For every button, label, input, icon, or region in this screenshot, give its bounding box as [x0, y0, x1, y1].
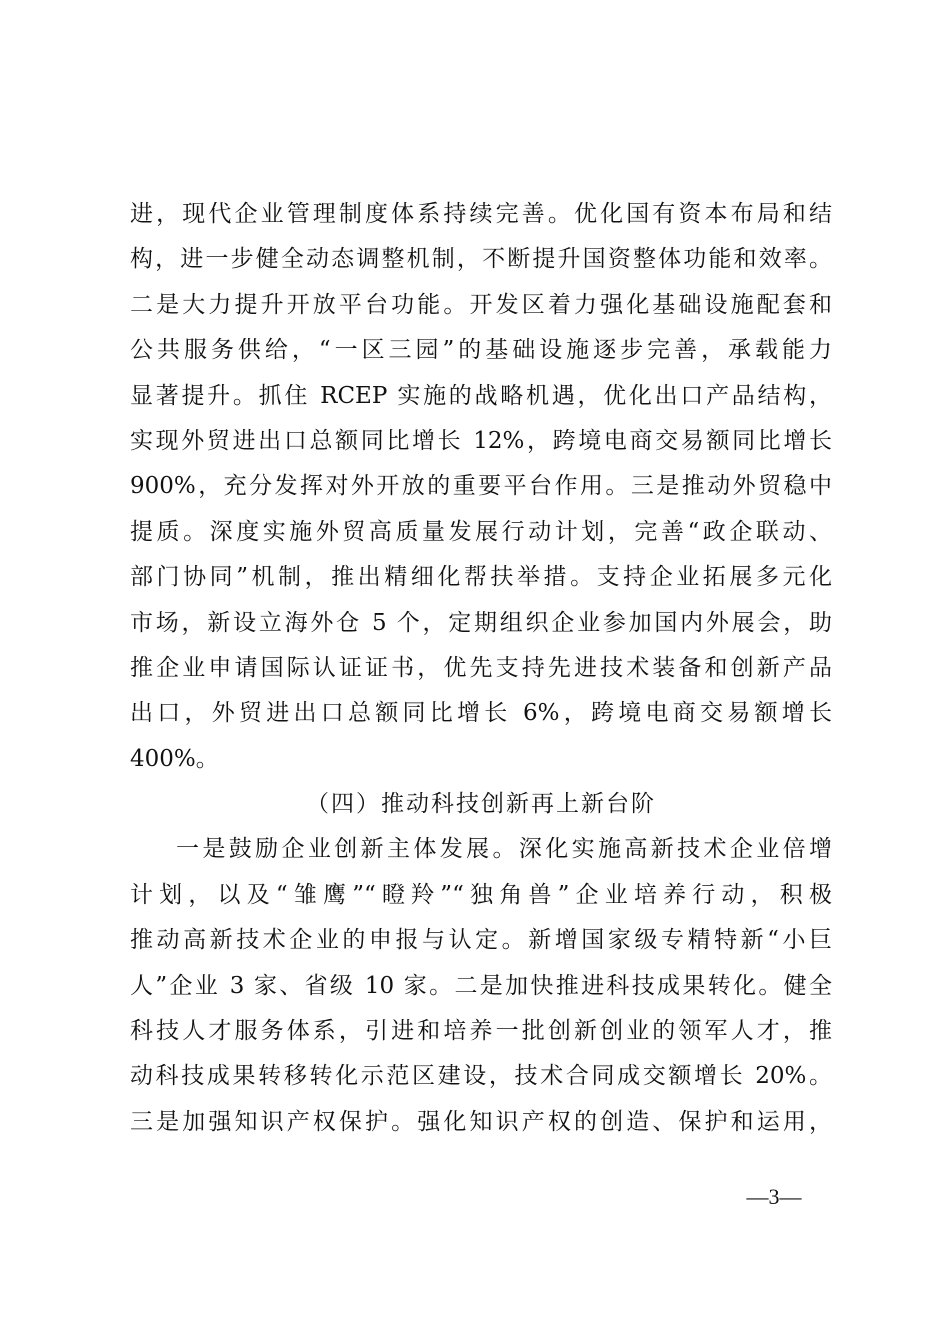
body-text — [130, 192, 832, 1145]
text-line: 构，进一步健全动态调整机制，不断提升国资整体功能和效率。 — [130, 246, 832, 273]
text-line: 市场，新设立海外仓 5 个，定期组织企业参加国内外展会，助 — [130, 609, 832, 636]
text-line: 出口，外贸进出口总额同比增长 6%，跨境电商交易额增长 — [130, 700, 832, 727]
text-line: 二是大力提升开放平台功能。开发区着力强化基础设施配套和 — [130, 291, 832, 318]
page-number: —3— — [746, 1184, 802, 1209]
text-line: 进，现代企业管理制度体系持续完善。优化国有资本布局和结 — [130, 201, 832, 227]
text-line: 三是加强知识产权保护。强化知识产权的创造、保护和运用， — [130, 1108, 832, 1135]
text-line: 900%，充分发挥对外开放的重要平台作用。三是推动外贸稳中 — [130, 473, 832, 500]
text-line: 提质。深度实施外贸高质量发展行动计划，完善“政企联动、 — [130, 518, 832, 545]
text-line: 科技人才服务体系，引进和培养一批创新创业的领军人才，推 — [130, 1018, 832, 1045]
text-line: 人”企业 3 家、省级 10 家。二是加快推进科技成果转化。健全 — [130, 972, 832, 999]
text-line: 部门协同”机制，推出精细化帮扶举措。支持企业拓展多元化 — [130, 564, 832, 591]
text-line: 公共服务供给，“一区三园”的基础设施逐步完善，承载能力 — [130, 337, 832, 364]
text-line: 400%。 — [130, 745, 219, 772]
text-line: 推企业申请国际认证证书，优先支持先进技术装备和创新产品 — [130, 654, 832, 681]
text-line: 显著提升。抓住 RCEP 实施的战略机遇，优化出口产品结构， — [130, 382, 832, 409]
text-line: 计划，以及“雏鹰”“瞪羚”“独角兽”企业培养行动，积极 — [130, 881, 832, 908]
section-heading: （四）推动科技创新再上新台阶 — [306, 791, 656, 818]
text-line: 推动高新技术企业的申报与认定。新增国家级专精特新“小巨 — [130, 927, 832, 954]
text-line-indented: 一是鼓励企业创新主体发展。深化实施高新技术企业倍增 — [176, 836, 832, 863]
text-line: 实现外贸进出口总额同比增长 12%，跨境电商交易额同比增长 — [130, 427, 832, 454]
text-line: 动科技成果转移转化示范区建设，技术合同成交额增长 20%。 — [130, 1063, 832, 1090]
